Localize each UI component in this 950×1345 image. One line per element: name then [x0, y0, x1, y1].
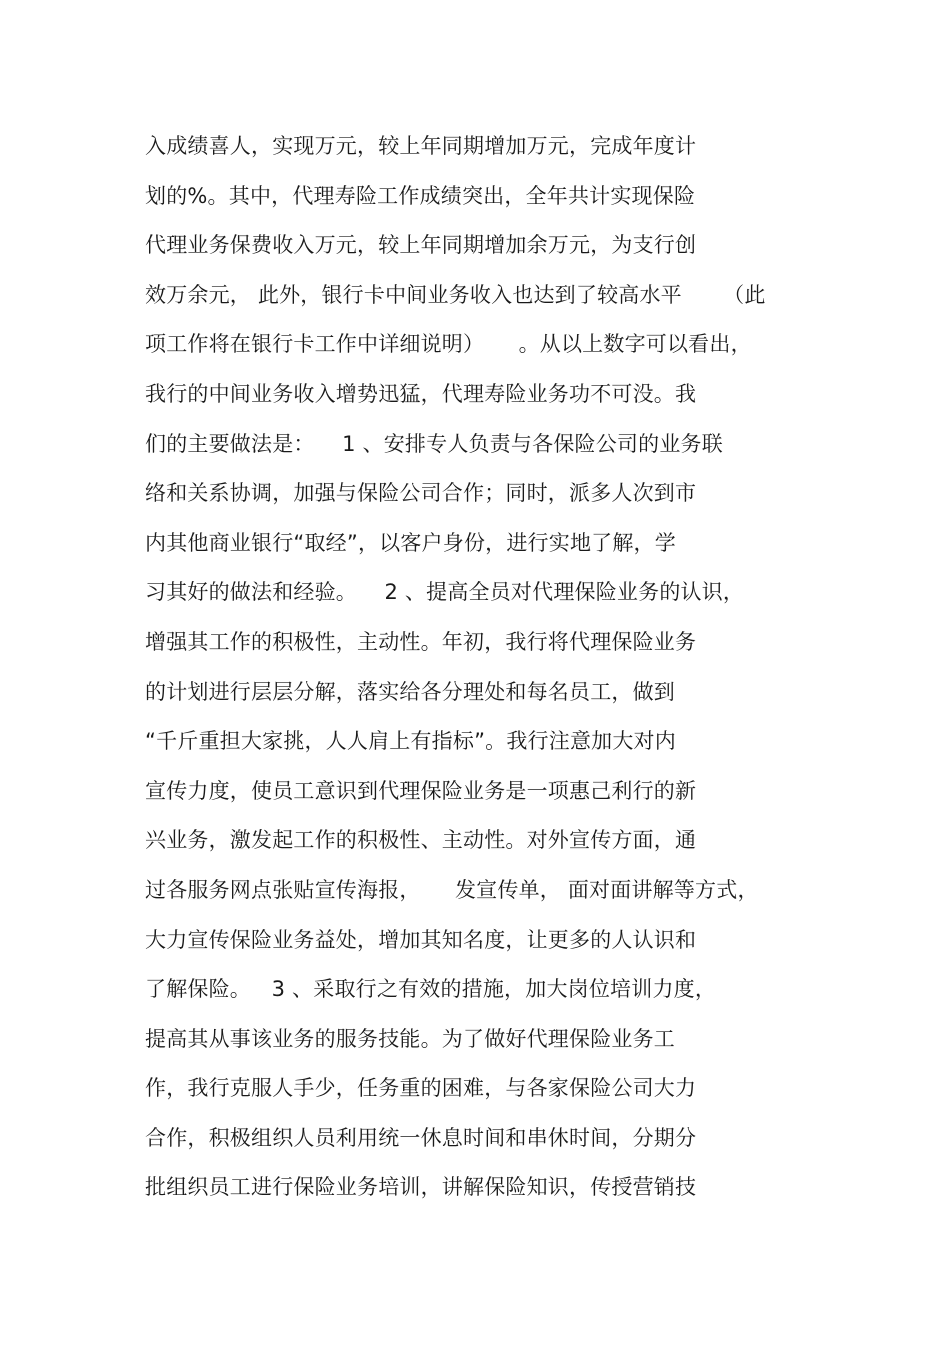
text-line: 合作，积极组织人员利用统一休息时间和串休时间，分期分	[145, 1125, 697, 1150]
text-line: 代理业务保费收入万元，较上年同期增加余万元，为支行创	[145, 233, 697, 258]
body-text	[145, 122, 845, 1213]
text-line: 项工作将在银行卡工作中详细说明） 。从以上数字可以看出，	[145, 332, 752, 357]
text-line: 效万余元， 此外，银行卡中间业务收入也达到了较高水平 （此	[145, 282, 766, 307]
text-line: 的计划进行层层分解，落实给各分理处和每名员工，做到	[145, 679, 675, 704]
text-line: 络和关系协调，加强与保险公司合作；同时，派多人次到市	[145, 481, 697, 506]
text-line: 增强其工作的积极性，主动性。年初，我行将代理保险业务	[145, 629, 697, 654]
text-line: 习其好的做法和经验。 2 、提高全员对代理保险业务的认识，	[145, 580, 745, 605]
text-line: 了解保险。 3 、采取行之有效的措施，加大岗位培训力度，	[145, 977, 717, 1002]
text-line: 划的%。其中，代理寿险工作成绩突出，全年共计实现保险	[145, 183, 696, 208]
text-line: 们的主要做法是： 1 、安排专人负责与各保险公司的业务联	[145, 431, 723, 456]
text-line: 宣传力度，使员工意识到代理保险业务是一项惠己利行的新	[145, 778, 697, 803]
text-line: 过各服务网点张贴宣传海报， 发宣传单， 面对面讲解等方式，	[145, 877, 759, 902]
text-line: 入成绩喜人，实现万元，较上年同期增加万元，完成年度计	[145, 134, 697, 158]
text-line: 批组织员工进行保险业务培训，讲解保险知识，传授营销技	[145, 1175, 697, 1200]
text-line: 兴业务，激发起工作的积极性、主动性。对外宣传方面，通	[145, 828, 697, 853]
text-line: 大力宣传保险业务益处，增加其知名度，让更多的人认识和	[145, 927, 697, 952]
text-line: 我行的中间业务收入增势迅猛，代理寿险业务功不可没。我	[145, 381, 697, 406]
text-line: 提高其从事该业务的服务技能。为了做好代理保险业务工	[145, 1026, 675, 1051]
text-line: 作，我行克服人手少，任务重的困难，与各家保险公司大力	[145, 1076, 697, 1101]
text-line: “千斤重担大家挑，人人肩上有指标”。我行注意加大对内	[145, 729, 676, 754]
text-line: 内其他商业银行“取经”，以客户身份，进行实地了解，学	[145, 530, 676, 555]
